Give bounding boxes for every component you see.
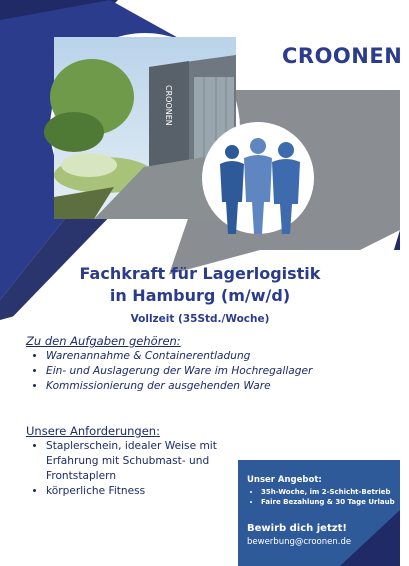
list-item: • körperliche Fitness (46, 484, 256, 499)
team-silhouettes (202, 122, 314, 234)
croonen-logo (282, 40, 403, 70)
offer-list (247, 487, 409, 507)
list-item: • Kommissionierung der ausgehenden Ware (46, 379, 346, 394)
list-item: • Ein- und Auslagerung der Ware im Hochregallager (46, 364, 346, 379)
apply-call-to-action: Bewirb dich jetzt! (247, 523, 347, 534)
job-title-line2: in Hamburg (m/w/d) (109, 286, 291, 305)
list-item: • Staplerschein, idealer Weise mit Erfahrung mit Schubmast- und Frontstaplern (46, 439, 256, 484)
application-email[interactable]: bewerbung@croonen.de (247, 537, 352, 547)
employment-type: Vollzeit (35Std./Woche) (130, 313, 270, 325)
people-illustration (202, 122, 314, 234)
list-item: • 35h-Woche, im 2-Schicht-Betrieb (261, 487, 409, 497)
list-item: • Warenannahme & Containerentladung (46, 349, 346, 364)
silhouette-group (220, 138, 300, 234)
offer-box (238, 460, 396, 566)
list-item: • Faire Bezahlung & 30 Tage Urlaub (261, 497, 409, 507)
building-sign-text: CROONEN (164, 85, 173, 126)
requirements-list (20, 439, 256, 499)
tasks-list (20, 349, 346, 394)
requirements-heading: Unsere Anforderungen: (26, 424, 160, 438)
logo-text: CROONEN (282, 44, 403, 68)
offer-heading: Unser Angebot: (247, 475, 322, 485)
tasks-heading: Zu den Aufgaben gehören: (26, 334, 181, 348)
job-title-line1: Fachkraft für Lagerlogistik (79, 264, 321, 283)
